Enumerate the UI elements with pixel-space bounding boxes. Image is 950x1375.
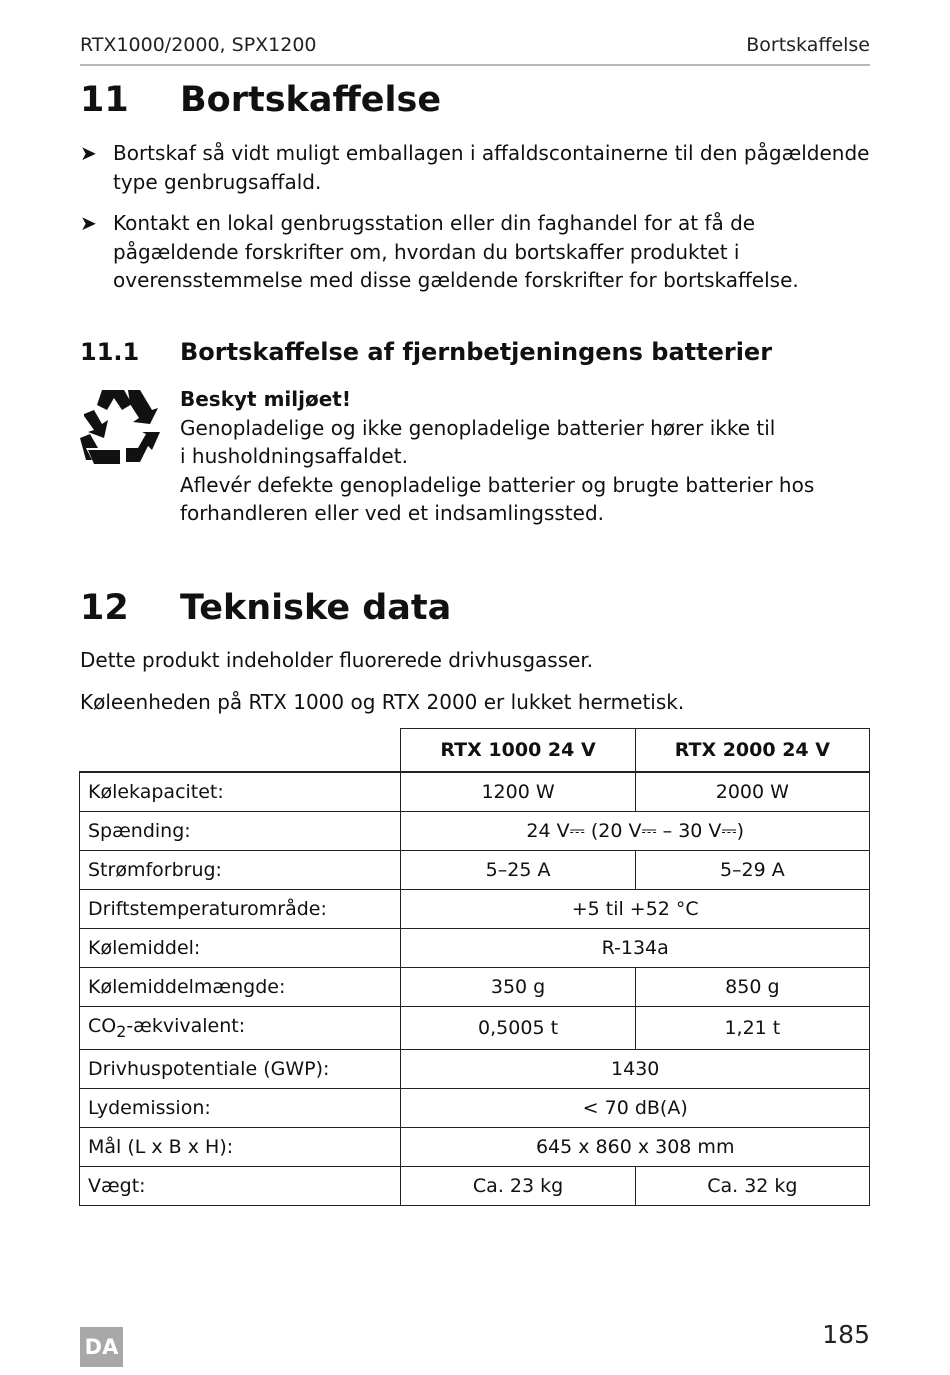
cell-value: 1,21 t [635,1007,869,1050]
table-row [80,812,870,851]
section-11-heading [80,80,441,120]
label-part: CO [88,1015,117,1038]
cell-value: 645 x 860 x 308 mm [401,1128,870,1167]
row-label: Vægt: [80,1167,401,1206]
table-row [80,890,870,929]
table-row [80,1050,870,1089]
table-header-row [80,729,870,773]
bullet-text: Bortskaf så vidt muligt emballagen i affaldscontainerne til den pågældende type genbrugsaffald. [113,141,870,194]
note-title: Beskyt miljøet! [180,387,351,411]
label-subscript: 2 [116,1021,127,1041]
bullet-item [80,209,875,295]
language-badge: DA [80,1327,123,1367]
cell-value: < 70 dB(A) [401,1089,870,1128]
table-row [80,1128,870,1167]
cell-value: 24 V⎓ (20 V⎓ – 30 V⎓) [401,812,870,851]
recycle-icon [80,388,162,468]
bullet-text: Kontakt en lokal genbrugsstation eller din faghandel for at få de pågældende forskrifter om, hvordan du bortskaffer produktet i overensstemmelse med disse gældende forskrifter for bortskaffelse. [113,211,799,292]
section-title: Tekniske data [180,588,452,628]
cell-value: R-134a [401,929,870,968]
cell-value: 1200 W [401,772,635,812]
cell-value: 5–25 A [401,851,635,890]
arrow-bullet-icon: ➤ [80,141,97,165]
note-line: i husholdningsaffaldet. [180,444,408,468]
header-section: Bortskaffelse [746,34,870,56]
cell-value: Ca. 32 kg [635,1167,869,1206]
row-label: Driftstemperaturområde: [80,890,401,929]
section-title: Bortskaffelse [180,80,442,120]
row-label: Kølemiddel: [80,929,401,968]
table-row [80,968,870,1007]
section-11-1-heading [80,338,772,366]
note-line: forhandleren eller ved et indsamlingssted. [180,501,605,525]
section-number: 12 [80,588,129,628]
row-label: Drivhuspotentiale (GWP): [80,1050,401,1089]
section-title: Bortskaffelse af fjernbetjeningens batterier [180,338,773,366]
row-label [80,1007,401,1050]
table-row [80,772,870,812]
row-label: Kølekapacitet: [80,772,401,812]
table-row [80,1007,870,1050]
column-header: RTX 2000 24 V [635,729,869,773]
cell-value: 1430 [401,1050,870,1089]
cell-value: 5–29 A [635,851,869,890]
table-row [80,929,870,968]
note-line: Genopladelige og ikke genopladelige batterier hører ikke til [180,415,776,440]
label-part: -ækvivalent: [126,1015,246,1038]
row-label: Spænding: [80,812,401,851]
table-row [80,1089,870,1128]
environment-note [180,385,860,528]
table-corner [80,729,401,773]
paragraph: Køleenheden på RTX 1000 og RTX 2000 er lukket hermetisk. [80,690,685,714]
cell-value: 350 g [401,968,635,1007]
table-row [80,851,870,890]
note-line: Aflevér defekte genopladelige batterier og brugte batterier hos [180,472,815,497]
cell-value: Ca. 23 kg [401,1167,635,1206]
cell-value: +5 til +52 °C [401,890,870,929]
column-header: RTX 1000 24 V [401,729,635,773]
header-product: RTX1000/2000, SPX1200 [80,34,317,56]
row-label: Mål (L x B x H): [80,1128,401,1167]
page-header [80,34,870,66]
cell-value: 2000 W [635,772,869,812]
cell-value: 850 g [635,968,869,1007]
row-label: Lydemission: [80,1089,401,1128]
technical-data-table [79,728,870,1206]
section-number: 11.1 [80,338,140,366]
arrow-bullet-icon: ➤ [80,211,97,235]
paragraph: Dette produkt indeholder fluorerede drivhusgasser. [80,648,594,672]
page-number: 185 [822,1320,870,1349]
section-number: 11 [80,80,129,120]
bullet-item [80,139,875,196]
table-row [80,1167,870,1206]
row-label: Strømforbrug: [80,851,401,890]
row-label: Kølemiddelmængde: [80,968,401,1007]
cell-value: 0,5005 t [401,1007,635,1050]
section-12-heading [80,588,451,628]
